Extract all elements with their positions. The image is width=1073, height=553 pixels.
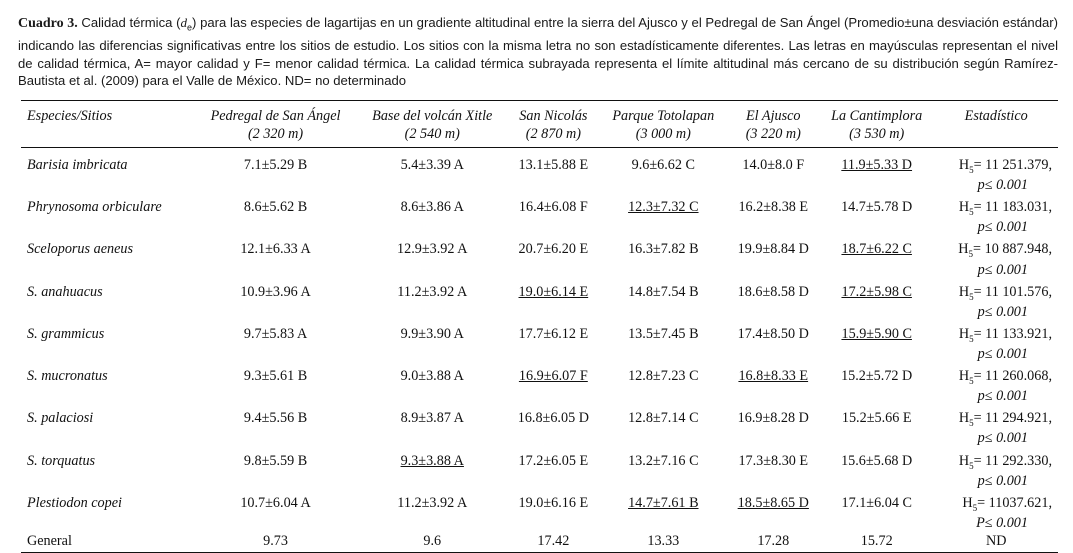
thermal-quality-value: 9.3±3.88 A [400,452,464,469]
general-value: 9.6 [423,533,442,550]
statistic-cell: $H_5= 11$ 101.576, p≤ 0.001 [958,283,1052,320]
thermal-quality-value: 8.6±3.86 A [400,199,464,216]
table-row [21,235,1058,277]
thermal-quality-table [21,100,1058,553]
table-row [21,447,1058,489]
header-row [21,101,1058,148]
thermal-quality-value: 5.4±3.39 A [400,157,464,173]
general-value: 13.33 [647,533,680,550]
thermal-quality-value: 8.6±5.62 B [243,199,308,216]
table-row [21,362,1058,404]
thermal-quality-value: 16.8±6.05 D [517,410,589,427]
general-value: 15.72 [860,533,893,550]
species-name: S. anahuacus [27,283,103,300]
thermal-quality-value: 9.3±5.61 B [243,368,308,385]
thermal-quality-value: 9.9±3.90 A [400,325,464,342]
thermal-quality-value: 19.0±6.14 E [518,283,589,300]
caption-symbol: d [180,15,188,30]
species-name: Barisia imbricata [27,157,128,173]
statistic-cell: $H_5= 11$ 294.921, p≤ 0.001 [958,410,1052,447]
general-row [21,531,1058,553]
thermal-quality-value: 17.4±8.50 D [737,325,809,342]
thermal-quality-value: 13.5±7.45 B [628,325,699,342]
species-name: Sceloporus aeneus [27,241,133,258]
thermal-quality-value: 12.8±7.14 C [628,410,699,427]
thermal-quality-value: 13.1±5.88 E [518,157,589,173]
thermal-quality-value: 15.6±5.68 D [841,452,913,469]
thermal-quality-value: 15.2±5.66 E [841,410,912,427]
caption-symbol-sub: e [187,22,193,33]
thermal-quality-value: 17.2±6.05 E [518,452,589,469]
thermal-quality-value: 16.9±8.28 D [737,410,809,427]
general-value: 17.42 [537,533,570,550]
species-name: S. grammicus [27,325,105,342]
table-row [21,489,1058,531]
thermal-quality-value: 9.7±5.83 A [243,325,308,342]
statistic-cell: $H_5= 11$ 292.330, p≤ 0.001 [958,452,1052,489]
table-body [21,148,1058,553]
general-value: 9.73 [263,533,288,550]
table-row [21,148,1058,194]
header-statistic: Estadístico [964,108,1028,124]
header-site: La Cantimplora (3 530 m) [831,108,923,142]
thermal-quality-value: 11.2±3.92 A [397,283,468,300]
thermal-quality-value: 7.1±5.29 B [243,157,308,173]
thermal-quality-value: 9.6±6.62 C [631,157,695,173]
species-name: S. mucronatus [27,368,108,385]
thermal-quality-value: 14.0±8.0 F [742,157,805,173]
header-site: Parque Totolapan (3 000 m) [612,108,715,142]
thermal-quality-value: 10.9±3.96 A [240,283,311,300]
thermal-quality-value: 15.9±5.90 C [841,325,912,342]
table-row [21,404,1058,446]
thermal-quality-value: 10.7±6.04 A [240,494,311,511]
thermal-quality-value: 17.2±5.98 C [841,283,912,300]
header-site: Pedregal de San Ángel (2 320 m) [210,108,341,142]
table-row [21,320,1058,362]
statistic-cell: $H_5= 11037.621$, P≤ 0.001 [962,494,1052,531]
thermal-quality-value: 9.8±5.59 B [243,452,308,469]
thermal-quality-value: 18.5±8.65 D [737,494,809,511]
species-name: Plestiodon copei [27,494,122,511]
species-name: S. torquatus [27,452,96,469]
thermal-quality-value: 14.8±7.54 B [628,283,699,300]
table-row [21,193,1058,235]
thermal-quality-value: 18.7±6.22 C [841,241,912,258]
thermal-quality-value: 11.2±3.92 A [397,494,468,511]
species-name: S. palaciosi [27,410,94,427]
header-site: San Nicolás (2 870 m) [519,108,588,142]
thermal-quality-value: 13.2±7.16 C [628,452,699,469]
statistic-cell: $H_5= 10$ 887.948, p≤ 0.001 [958,241,1052,278]
thermal-quality-value: 16.2±8.38 E [738,199,809,216]
statistic-cell: $H_5= 11$ 251.379, p≤ 0.001 [958,157,1052,194]
table-row [21,278,1058,320]
thermal-quality-value: 18.6±8.58 D [737,283,809,300]
thermal-quality-value: 14.7±5.78 D [841,199,913,216]
general-stat: ND [985,533,1007,550]
thermal-quality-value: 15.2±5.72 D [841,368,913,385]
thermal-quality-value: 14.7±7.61 B [628,494,699,511]
statistic-cell: $H_5= 11$ 183.031, p≤ 0.001 [958,199,1052,236]
thermal-quality-value: 12.9±3.92 A [397,241,468,258]
thermal-quality-value: 12.1±6.33 A [240,241,311,258]
statistic-cell: $H_5= 11$ 133.921, p≤ 0.001 [958,325,1052,362]
thermal-quality-value: 19.9±8.84 D [737,241,809,258]
statistic-cell: $H_5= 11$ 260.068, p≤ 0.001 [958,368,1052,405]
thermal-quality-value: 17.3±8.30 E [738,452,809,469]
thermal-quality-value: 9.0±3.88 A [400,368,464,385]
thermal-quality-value: 12.3±7.32 C [628,199,699,216]
thermal-quality-value: 17.1±6.04 C [841,494,912,511]
thermal-quality-value: 8.9±3.87 A [400,410,464,427]
thermal-quality-value: 19.0±6.16 E [518,494,589,511]
thermal-quality-value: 16.4±6.08 F [518,199,588,216]
thermal-quality-value: 20.7±6.20 E [518,241,589,258]
caption-text-a: Calidad térmica ( [77,15,181,30]
thermal-quality-value: 9.4±5.56 B [243,410,308,427]
general-label: General [27,533,72,550]
thermal-quality-value: 17.7±6.12 E [518,325,589,342]
table-caption [18,14,1058,90]
header-site: El Ajusco (3 220 m) [745,108,801,142]
thermal-quality-value: 16.9±6.07 F [518,368,588,385]
caption-label: Cuadro 3. [18,16,78,31]
thermal-quality-value: 12.8±7.23 C [628,368,699,385]
caption-text-b: ) para las especies de lagartijas en un gradiente altitudinal entre la sierra del Ajusco y el Pedregal de San Ángel (Promedio±una desviación estándar) indicando las diferencias significativas entre los sitios de estudio. Los sitios con la misma letra no son estadísticamente diferentes. Las letras en mayúsculas representan el nivel de calidad térmica, A= mayor calidad y F= menor calidad térmica. La calidad térmica subrayada representa el límite altitudinal más cercano de su distribución según Ramírez-Bautista et al. (2009) para el Valle de México. ND= no determinado [18,15,1058,89]
thermal-quality-value: 16.3±7.82 B [628,241,699,258]
thermal-quality-value: 11.9±5.33 D [841,157,913,173]
general-value: 17.28 [757,533,790,550]
thermal-quality-value: 16.8±8.33 E [738,368,809,385]
species-name: Phrynosoma orbiculare [27,199,162,216]
header-species: Especies/Sitios [27,108,113,124]
header-site: Base del volcán Xitle (2 540 m) [372,108,493,142]
